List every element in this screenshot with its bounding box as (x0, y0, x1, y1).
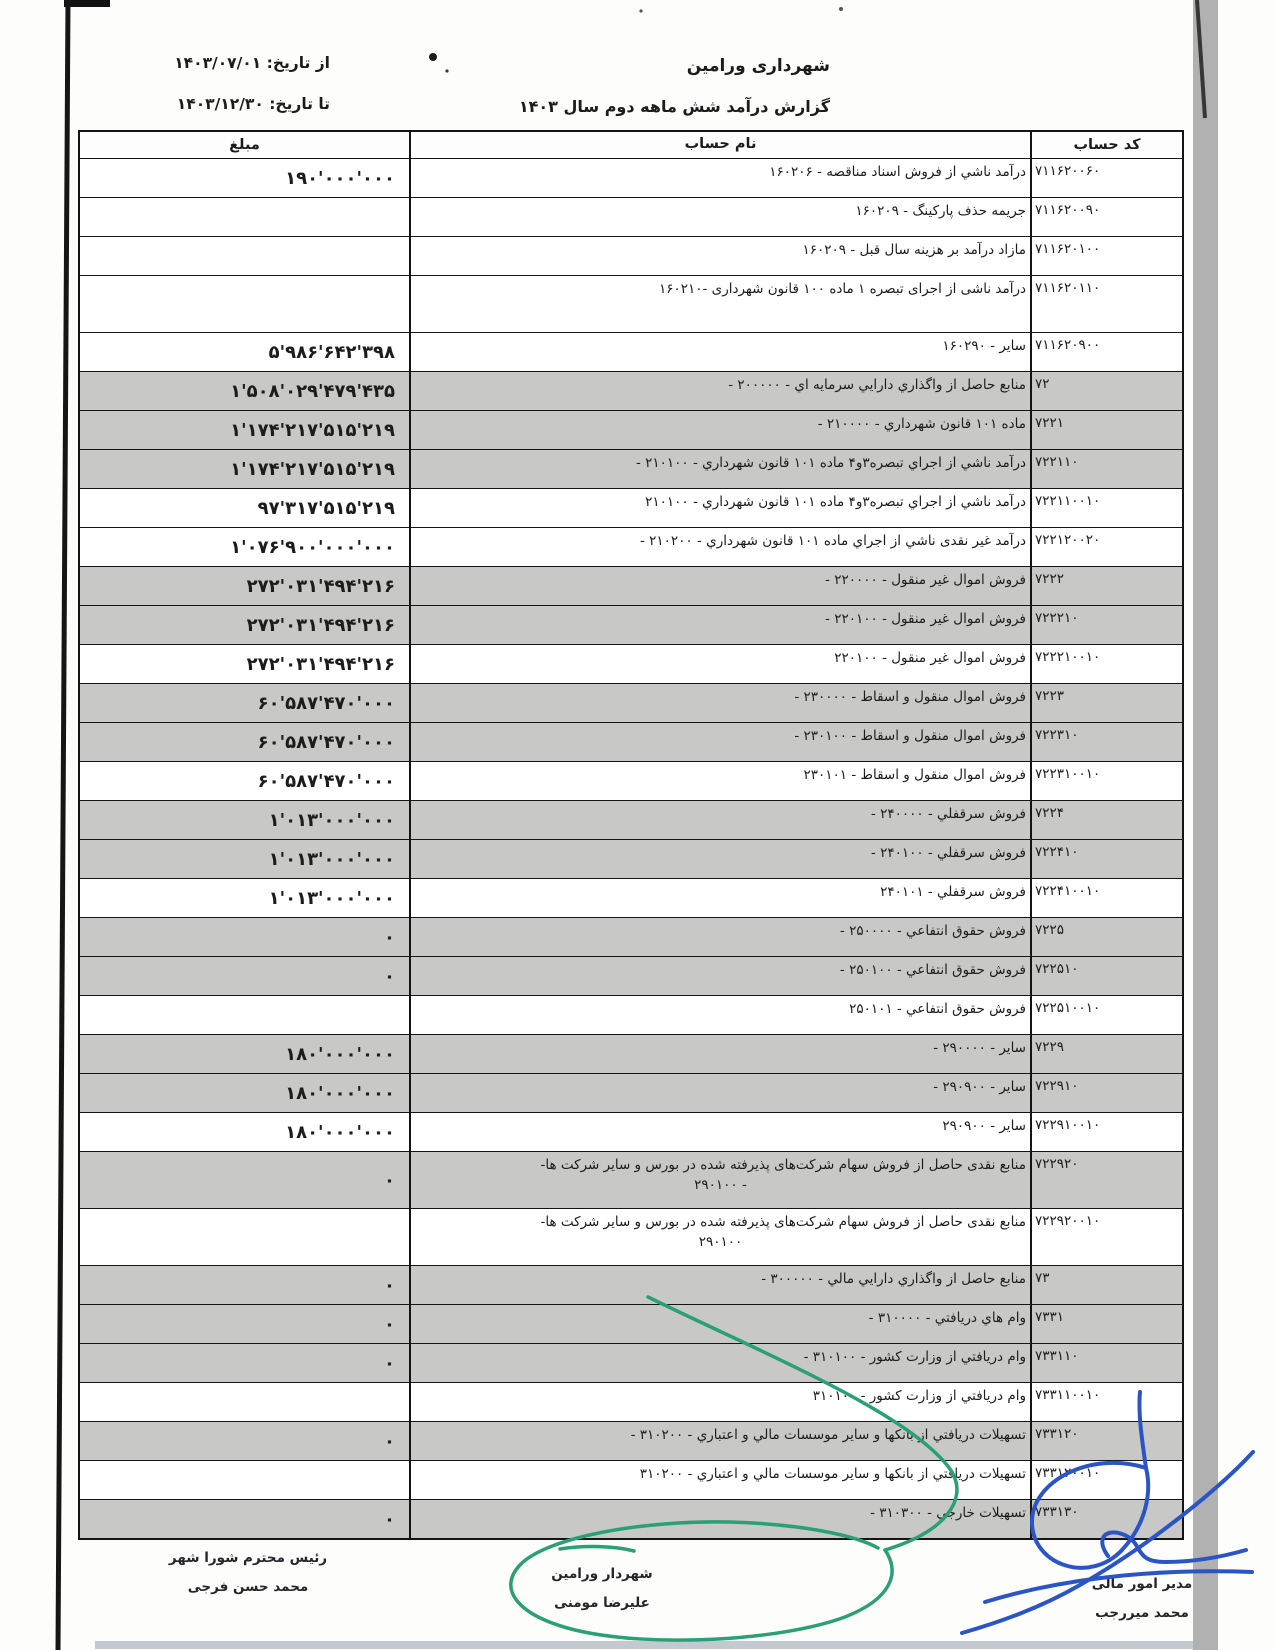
table-row (80, 956, 1182, 995)
account-name-line1: درآمد غیر نقدی ناشي از اجراي ماده ۱۰۱ قانون شهرداري - ۲۱۰۲۰۰ - (639, 533, 1026, 549)
account-code-column-header: کد حساب (1073, 137, 1141, 153)
account-name-line1: منابع نقدی حاصل از فروش سهام شرکت‌های پذیرفته شده در بورس و سایر شرکت ها- (540, 1157, 1026, 1173)
amount-cell: ۲۷۲'۰۳۱'۴۹۴'۲۱۶ (246, 575, 395, 597)
account-name-line1: فروش حقوق انتفاعي - ۲۵۰۱۰۱ (849, 1001, 1026, 1017)
account-name-line1: درآمد ناشي از اجراي تبصره۳و۴ ماده ۱۰۱ قانون شهرداري - ۲۱۰۱۰۰ - (635, 455, 1026, 471)
table-row (80, 527, 1182, 566)
account-name-line1: جریمه حذف پارکینگ - ۱۶۰۲۰۹ (855, 203, 1026, 219)
account-code-cell: ۷۱۱۶۲۰۱۰۰ (1035, 241, 1101, 257)
table-row (80, 605, 1182, 644)
account-code-cell: ۷۱۱۶۲۰۰۹۰ (1035, 202, 1101, 218)
table-row (80, 644, 1182, 683)
account-name-cell (409, 1344, 1032, 1382)
table-row (80, 1034, 1182, 1073)
account-code-cell: ۷۲۲۳ (1035, 688, 1065, 704)
table-row (80, 1112, 1182, 1151)
account-name-line1: درآمد ناشی از اجرای تبصره ۱ ماده ۱۰۰ قانون شهرداری -۱۶۰۲۱۰ (658, 281, 1026, 297)
signature-name: محمد میررجب (1095, 1605, 1189, 1621)
amount-cell (80, 1209, 409, 1265)
amount-cell: ۰ (384, 1274, 395, 1296)
account-code-cell: ۷۲۲۹۱۰۰۱۰ (1035, 1117, 1101, 1133)
account-name-line2: - ۲۹۰۱۰۰ (694, 1177, 747, 1194)
table-row (80, 878, 1182, 917)
amount-cell (80, 996, 409, 1034)
account-name-cell (409, 1305, 1032, 1343)
account-name-cell (409, 159, 1032, 197)
account-name-line1: منابع حاصل از واگذاري دارايي سرمايه اي - ۲۰۰۰۰۰ - (728, 377, 1026, 393)
table-row (80, 800, 1182, 839)
table-row (80, 449, 1182, 488)
table-row (80, 683, 1182, 722)
account-name-cell (409, 879, 1032, 917)
signature-title: مدیر امور مالی (1091, 1576, 1193, 1592)
account-name-line1: وام هاي دريافتي - ۳۱۰۰۰۰ - (868, 1310, 1026, 1326)
amount-cell: ۱'۵۰۸'۰۲۹'۴۷۹'۴۳۵ (230, 380, 395, 402)
account-name-line1: سایر - ۱۶۰۲۹۰ (942, 338, 1026, 354)
date-to: تا تاریخ: ۱۴۰۳/۱۲/۳۰ (176, 95, 330, 113)
account-name-line1: فروش اموال غیر منقول - ۲۲۰۱۰۰ (834, 650, 1026, 666)
account-name-cell (409, 489, 1032, 527)
account-name-line1: فروش سرقفلي - ۲۴۰۱۰۱ (880, 884, 1026, 900)
table-row (80, 1382, 1182, 1421)
account-name-cell (409, 198, 1032, 236)
account-name-cell (409, 1383, 1032, 1421)
account-name-line1: فروش اموال منقول و اسقاط - ۲۳۰۰۰۰ - (794, 689, 1026, 705)
amount-cell (80, 276, 409, 332)
account-name-cell (409, 276, 1032, 332)
table-row (80, 1421, 1182, 1460)
amount-cell: ۰ (384, 965, 395, 987)
account-code-cell: ۷۲۲۱ (1035, 415, 1065, 431)
account-name-cell (409, 1209, 1032, 1265)
table-row (80, 488, 1182, 527)
table-row (80, 371, 1182, 410)
account-name-cell (409, 1422, 1032, 1460)
account-name-line1: فروش اموال غیر منقول - ۲۲۰۱۰۰ - (825, 611, 1026, 627)
table-row (80, 332, 1182, 371)
account-name-cell (409, 1500, 1032, 1538)
account-code-cell: ۷۳۳۱۲۰۰۱۰ (1035, 1465, 1101, 1481)
account-name-line1: فروش حقوق انتفاعي - ۲۵۰۰۰۰ - (839, 923, 1026, 939)
date-from: از تاریخ: ۱۴۰۳/۰۷/۰۱ (174, 54, 330, 72)
account-name-line1: سایر - ۲۹۰۹۰۰ (942, 1118, 1026, 1134)
account-name-cell (409, 684, 1032, 722)
account-name-line1: سایر - ۲۹۰۹۰۰ - (933, 1079, 1026, 1095)
signature-block-finance-director (1032, 1576, 1252, 1621)
account-name-cell (409, 1074, 1032, 1112)
table-row (80, 1208, 1182, 1265)
account-code-cell: ۷۲۲۴۱۰ (1035, 844, 1079, 860)
account-name-line1: مازاد درآمد بر هزینه سال قبل - ۱۶۰۲۰۹ (802, 242, 1026, 258)
ink-speck (839, 7, 843, 11)
account-code-cell: ۷۲ (1035, 376, 1050, 392)
account-name-line1: فروش اموال غیر منقول - ۲۲۰۰۰۰ - (825, 572, 1026, 588)
signature-block-mayor (492, 1566, 712, 1611)
scan-edge-left-line (58, 0, 68, 1650)
table-row (80, 1460, 1182, 1499)
account-name-line1: منابع حاصل از واگذاري دارايي مالي - ۳۰۰۰۰۰ - (761, 1271, 1026, 1287)
amount-cell: ۹۷'۳۱۷'۵۱۵'۲۱۹ (257, 497, 395, 519)
amount-cell: ۱'۰۱۳'۰۰۰'۰۰۰ (268, 887, 395, 909)
account-code-cell: ۷۱۱۶۲۰۰۶۰ (1035, 163, 1101, 179)
account-code-cell: ۷۲۲۴ (1035, 805, 1065, 821)
amount-cell: ۶۰'۵۸۷'۴۷۰'۰۰۰ (257, 692, 395, 714)
amount-cell: ۰ (384, 1313, 395, 1335)
account-code-cell: ۷۲۲۱۲۰۰۲۰ (1035, 532, 1101, 548)
amount-cell: ۱'۰۱۳'۰۰۰'۰۰۰ (268, 809, 395, 831)
signature-title: شهردار ورامین (551, 1566, 653, 1582)
account-name-cell (409, 567, 1032, 605)
account-code-cell: ۷۲۲۲۱۰۰۱۰ (1035, 649, 1101, 665)
account-name-cell (409, 645, 1032, 683)
amount-cell: ۰ (384, 1430, 395, 1452)
account-name-line1: فروش اموال منقول و اسقاط - ۲۳۰۱۰۰ - (794, 728, 1026, 744)
account-name-cell (409, 762, 1032, 800)
account-code-cell: ۷۲۲۵۱۰ (1035, 961, 1079, 977)
report-title: گزارش درآمد شش ماهه دوم سال ۱۴۰۳ (518, 97, 830, 116)
account-name-line2: ۲۹۰۱۰۰ (698, 1234, 743, 1251)
account-code-cell: ۷۲۲۹ (1035, 1039, 1065, 1055)
scan-edge-bottom-strip (95, 1641, 1193, 1649)
table-row (80, 1265, 1182, 1304)
amount-cell: ۰ (384, 1508, 395, 1530)
amount-cell: ۶۰'۵۸۷'۴۷۰'۰۰۰ (257, 770, 395, 792)
amount-cell: ۰ (384, 1169, 395, 1191)
account-name-line1: فروش حقوق انتفاعي - ۲۵۰۱۰۰ - (839, 962, 1026, 978)
signature-name: محمد حسن فرجی (187, 1579, 309, 1595)
account-code-cell: ۷۱۱۶۲۰۱۱۰ (1035, 280, 1101, 296)
account-name-cell (409, 723, 1032, 761)
account-code-cell: ۷۲۲۵ (1035, 922, 1065, 938)
amount-cell (80, 198, 409, 236)
org-title: شهرداری ورامین (686, 56, 830, 76)
account-name-cell (409, 528, 1032, 566)
account-code-cell: ۷۲۲۲ (1035, 571, 1065, 587)
signature-name: علیرضا مومنی (554, 1595, 650, 1611)
signature-title: رئیس محترم شورا شهر (168, 1550, 328, 1566)
amount-cell: ۵'۹۸۶'۶۴۲'۳۹۸ (268, 341, 395, 363)
income-table (78, 130, 1184, 1540)
account-name-cell (409, 372, 1032, 410)
account-name-column-header: نام حساب (409, 132, 1032, 158)
account-code-cell: ۷۲۲۳۱۰۰۱۰ (1035, 766, 1101, 782)
account-name-line1: فروش اموال منقول و اسقاط - ۲۳۰۱۰۱ (803, 767, 1026, 783)
account-code-cell: ۷۳۳۱۱۰۰۱۰ (1035, 1387, 1101, 1403)
account-name-line1: درآمد ناشي از فروش اسناد مناقصه - ۱۶۰۲۰۶ (769, 164, 1026, 180)
account-code-cell: ۷۲۲۲۱۰ (1035, 610, 1079, 626)
table-row (80, 410, 1182, 449)
account-name-line1: فروش سرقفلي - ۲۴۰۱۰۰ - (870, 845, 1026, 861)
amount-cell (80, 1461, 409, 1499)
account-code-cell: ۷۲۲۱۱۰۰۱۰ (1035, 493, 1101, 509)
table-row (80, 566, 1182, 605)
table-row (80, 722, 1182, 761)
account-name-cell (409, 1461, 1032, 1499)
account-name-cell (409, 1266, 1032, 1304)
ink-speck (639, 9, 642, 12)
account-code-cell: ۷۳۳۱ (1035, 1309, 1065, 1325)
account-name-line1: تسهیلات خارجي - ۳۱۰۳۰۰ - (870, 1505, 1026, 1521)
amount-cell: ۱'۱۷۴'۲۱۷'۵۱۵'۲۱۹ (230, 458, 395, 480)
account-name-cell (409, 606, 1032, 644)
scan-mark-topleft (64, 0, 110, 7)
account-name-cell (409, 237, 1032, 275)
table-row (80, 1073, 1182, 1112)
account-name-line1: تسهیلات دريافتي از بانکها و سایر موسسات مالي و اعتباري - ۳۱۰۲۰۰ - (630, 1427, 1026, 1443)
account-name-line1: منابع نقدی حاصل از فروش سهام شرکت‌های پذیرفته شده در بورس و سایر شرکت ها- (540, 1214, 1026, 1230)
table-row (80, 236, 1182, 275)
table-row (80, 1343, 1182, 1382)
account-name-cell (409, 333, 1032, 371)
ink-speck (429, 53, 437, 61)
amount-cell: ۶۰'۵۸۷'۴۷۰'۰۰۰ (257, 731, 395, 753)
account-code-cell: ۷۲۲۳۱۰ (1035, 727, 1079, 743)
account-code-cell: ۷۲۲۹۱۰ (1035, 1078, 1079, 1094)
amount-cell: ۰ (384, 1352, 395, 1374)
account-name-cell (409, 801, 1032, 839)
account-code-cell: ۷۲۲۴۱۰۰۱۰ (1035, 883, 1101, 899)
account-name-cell (409, 1035, 1032, 1073)
table-row (80, 1499, 1182, 1538)
table-row (80, 995, 1182, 1034)
account-name-cell (409, 957, 1032, 995)
account-code-cell: ۷۲۲۹۲۰ (1035, 1156, 1079, 1172)
amount-column-header: مبلغ (229, 137, 260, 153)
table-row (80, 761, 1182, 800)
account-name-cell (409, 840, 1032, 878)
account-name-cell (409, 450, 1032, 488)
account-name-line1: تسهیلات دريافتي از بانکها و سایر موسسات مالي و اعتباري - ۳۱۰۲۰۰ (639, 1466, 1026, 1482)
signature-block-council-head (138, 1550, 358, 1595)
account-code-cell: ۷۳۳۱۳۰ (1035, 1504, 1079, 1520)
amount-cell: ۱۸۰'۰۰۰'۰۰۰ (285, 1082, 395, 1104)
amount-cell: ۱۹۰'۰۰۰'۰۰۰ (285, 167, 395, 189)
account-name-line1: ماده ۱۰۱ قانون شهرداري - ۲۱۰۰۰۰ - (817, 416, 1026, 432)
scan-edge-right-band (1193, 0, 1218, 1650)
account-code-cell: ۷۲۲۵۱۰۰۱۰ (1035, 1000, 1101, 1016)
table-row (80, 839, 1182, 878)
amount-cell: ۱'۰۷۶'۹۰۰'۰۰۰'۰۰۰ (230, 536, 395, 558)
account-code-cell: ۷۲۲۹۲۰۰۱۰ (1035, 1213, 1101, 1229)
account-name-cell (409, 918, 1032, 956)
amount-cell: ۲۷۲'۰۳۱'۴۹۴'۲۱۶ (246, 653, 395, 675)
amount-cell (80, 237, 409, 275)
table-row (80, 917, 1182, 956)
amount-cell: ۱'۱۷۴'۲۱۷'۵۱۵'۲۱۹ (230, 419, 395, 441)
amount-cell (80, 1383, 409, 1421)
account-code-cell: ۷۱۱۶۲۰۹۰۰ (1035, 337, 1101, 353)
table-row (80, 197, 1182, 236)
table-row (80, 158, 1182, 197)
amount-cell: ۱'۰۱۳'۰۰۰'۰۰۰ (268, 848, 395, 870)
account-name-line1: فروش سرقفلي - ۲۴۰۰۰۰ - (870, 806, 1026, 822)
account-code-cell: ۷۳۳۱۱۰ (1035, 1348, 1079, 1364)
account-name-line1: وام دريافتي از وزارت کشور - ۳۱۰۱۰۰ (812, 1388, 1026, 1404)
account-name-cell (409, 411, 1032, 449)
account-name-cell (409, 1113, 1032, 1151)
account-name-cell (409, 996, 1032, 1034)
account-name-line1: سایر - ۲۹۰۰۰۰ - (933, 1040, 1026, 1056)
amount-cell: ۲۷۲'۰۳۱'۴۹۴'۲۱۶ (246, 614, 395, 636)
account-name-line1: وام دريافتي از وزارت کشور - ۳۱۰۱۰۰ - (803, 1349, 1026, 1365)
amount-cell: ۱۸۰'۰۰۰'۰۰۰ (285, 1121, 395, 1143)
amount-cell: ۰ (384, 926, 395, 948)
account-code-cell: ۷۳۳۱۲۰ (1035, 1426, 1079, 1442)
account-name-line1: درآمد ناشي از اجراي تبصره۳و۴ ماده ۱۰۱ قانون شهرداري - ۲۱۰۱۰۰ (645, 494, 1026, 510)
table-row (80, 1304, 1182, 1343)
table-row (80, 275, 1182, 332)
account-code-cell: ۷۳ (1035, 1270, 1050, 1286)
account-code-cell: ۷۲۲۱۱۰ (1035, 454, 1079, 470)
amount-cell: ۱۸۰'۰۰۰'۰۰۰ (285, 1043, 395, 1065)
table-header-row (80, 132, 1182, 158)
account-name-cell (409, 1152, 1032, 1208)
table-row (80, 1151, 1182, 1208)
ink-speck (445, 69, 448, 72)
